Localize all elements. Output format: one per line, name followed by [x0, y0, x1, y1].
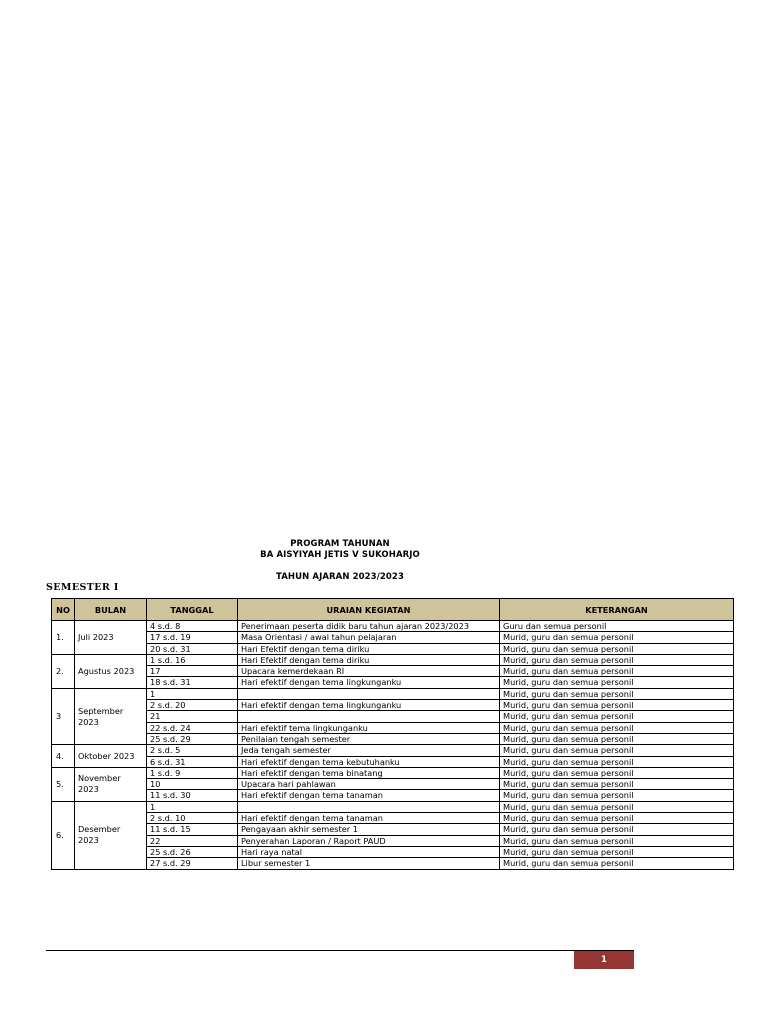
table-row — [52, 835, 734, 846]
table-row — [52, 779, 734, 790]
table-row — [52, 733, 734, 744]
cell-uraian: Masa Orientasi / awal tahun pelajaran — [238, 632, 500, 643]
cell-keterangan: Murid, guru dan semua personil — [500, 745, 734, 756]
cell-uraian: Libur semester 1 — [238, 858, 500, 869]
cell-tanggal: 27 s.d. 29 — [147, 858, 238, 869]
cell-keterangan: Murid, guru dan semua personil — [500, 756, 734, 767]
cell-bulan: November 2023 — [75, 767, 147, 801]
header-bulan: BULAN — [75, 599, 147, 621]
cell-uraian: Hari efektif tema lingkunganku — [238, 722, 500, 733]
table-row — [52, 824, 734, 835]
cell-keterangan: Guru dan semua personil — [500, 621, 734, 632]
cell-uraian: Hari efektif dengan tema lingkunganku — [238, 677, 500, 688]
cell-tanggal: 2 s.d. 20 — [147, 700, 238, 711]
document-title: PROGRAM TAHUNAN — [290, 539, 390, 549]
cell-keterangan: Murid, guru dan semua personil — [500, 722, 734, 733]
cell-bulan: September 2023 — [75, 688, 147, 744]
school-name: BA AISYIYAH JETIS V SUKOHARJO — [260, 550, 420, 560]
cell-tanggal: 6 s.d. 31 — [147, 756, 238, 767]
cell-tanggal: 11 s.d. 30 — [147, 790, 238, 801]
cell-no: 4. — [52, 745, 75, 768]
cell-uraian: Upacara hari pahlawan — [238, 779, 500, 790]
spacer — [0, 561, 680, 572]
table-row — [52, 801, 734, 812]
cell-tanggal: 22 — [147, 835, 238, 846]
cell-keterangan: Murid, guru dan semua personil — [500, 846, 734, 857]
cell-keterangan: Murid, guru dan semua personil — [500, 677, 734, 688]
table-row — [52, 643, 734, 654]
cell-tanggal: 25 s.d. 26 — [147, 846, 238, 857]
header-no: NO — [52, 599, 75, 621]
cell-keterangan: Murid, guru dan semua personil — [500, 767, 734, 778]
table-row — [52, 666, 734, 677]
table-row — [52, 632, 734, 643]
cell-keterangan: Murid, guru dan semua personil — [500, 666, 734, 677]
cell-bulan: Agustus 2023 — [75, 654, 147, 688]
table-body — [52, 621, 734, 870]
cell-tanggal: 2 s.d. 10 — [147, 813, 238, 824]
table-row — [52, 700, 734, 711]
cell-keterangan: Murid, guru dan semua personil — [500, 779, 734, 790]
cell-tanggal: 11 s.d. 15 — [147, 824, 238, 835]
cell-keterangan: Murid, guru dan semua personil — [500, 790, 734, 801]
cell-bulan: Juli 2023 — [75, 621, 147, 655]
cell-no: 3 — [52, 688, 75, 744]
table-row — [52, 654, 734, 665]
cell-tanggal: 4 s.d. 8 — [147, 621, 238, 632]
cell-no: 6. — [52, 801, 75, 869]
cell-uraian: Hari efektif dengan tema binatang — [238, 767, 500, 778]
table-header-row — [52, 599, 734, 621]
cell-tanggal: 21 — [147, 711, 238, 722]
cell-tanggal: 17 s.d. 19 — [147, 632, 238, 643]
cell-tanggal: 1 — [147, 688, 238, 699]
document-header — [0, 539, 680, 583]
cell-keterangan: Murid, guru dan semua personil — [500, 643, 734, 654]
academic-year: TAHUN AJARAN 2023/2023 — [276, 572, 404, 582]
cell-uraian: Hari Efektif dengan tema diriku — [238, 654, 500, 665]
cell-tanggal: 2 s.d. 5 — [147, 745, 238, 756]
header-keterangan: KETERANGAN — [500, 599, 734, 621]
table-row — [52, 858, 734, 869]
header-uraian: URAIAN KEGIATAN — [238, 599, 500, 621]
cell-tanggal: 22 s.d. 24 — [147, 722, 238, 733]
cell-uraian: Penyerahan Laporan / Raport PAUD — [238, 835, 500, 846]
cell-keterangan: Murid, guru dan semua personil — [500, 688, 734, 699]
table-row — [52, 677, 734, 688]
table-row — [52, 711, 734, 722]
cell-no: 1. — [52, 621, 75, 655]
cell-uraian: Hari efektif dengan tema tanaman — [238, 813, 500, 824]
cell-uraian — [238, 711, 500, 722]
cell-no: 5. — [52, 767, 75, 801]
cell-tanggal: 20 s.d. 31 — [147, 643, 238, 654]
cell-uraian: Hari Efektif dengan tema diriku — [238, 643, 500, 654]
table-row — [52, 813, 734, 824]
cell-bulan: Oktober 2023 — [75, 745, 147, 768]
cell-tanggal: 1 s.d. 16 — [147, 654, 238, 665]
cell-uraian — [238, 801, 500, 812]
table-row — [52, 790, 734, 801]
cell-tanggal: 1 s.d. 9 — [147, 767, 238, 778]
annual-program-table — [51, 598, 734, 870]
cell-uraian: Hari efektif dengan tema tanaman — [238, 790, 500, 801]
cell-keterangan: Murid, guru dan semua personil — [500, 632, 734, 643]
cell-tanggal: 17 — [147, 666, 238, 677]
cell-keterangan: Murid, guru dan semua personil — [500, 813, 734, 824]
cell-uraian: Penilaian tengah semester — [238, 733, 500, 744]
table-row — [52, 688, 734, 699]
cell-keterangan: Murid, guru dan semua personil — [500, 711, 734, 722]
cell-uraian — [238, 688, 500, 699]
cell-tanggal: 10 — [147, 779, 238, 790]
page-number-badge: 1 — [574, 951, 634, 969]
cell-bulan: Desember 2023 — [75, 801, 147, 869]
cell-uraian: Pengayaan akhir semester 1 — [238, 824, 500, 835]
header-tanggal: TANGGAL — [147, 599, 238, 621]
cell-keterangan: Murid, guru dan semua personil — [500, 700, 734, 711]
cell-no: 2. — [52, 654, 75, 688]
semester-heading: SEMESTER I — [46, 582, 119, 593]
cell-uraian: Upacara kemerdekaan RI — [238, 666, 500, 677]
cell-keterangan: Murid, guru dan semua personil — [500, 858, 734, 869]
cell-tanggal: 18 s.d. 31 — [147, 677, 238, 688]
cell-uraian: Penerimaan peserta didik baru tahun ajaran 2023/2023 — [238, 621, 500, 632]
cell-tanggal: 25 s.d. 29 — [147, 733, 238, 744]
cell-keterangan: Murid, guru dan semua personil — [500, 654, 734, 665]
table-row — [52, 846, 734, 857]
table-row — [52, 745, 734, 756]
cell-uraian: Jeda tengah semester — [238, 745, 500, 756]
footer-divider — [46, 950, 634, 951]
cell-keterangan: Murid, guru dan semua personil — [500, 824, 734, 835]
cell-keterangan: Murid, guru dan semua personil — [500, 733, 734, 744]
table-row — [52, 722, 734, 733]
table-row — [52, 756, 734, 767]
cell-uraian: Hari raya natal — [238, 846, 500, 857]
cell-tanggal: 1 — [147, 801, 238, 812]
cell-keterangan: Murid, guru dan semua personil — [500, 835, 734, 846]
table-row — [52, 621, 734, 632]
table-row — [52, 767, 734, 778]
cell-uraian: Hari efektif dengan tema lingkunganku — [238, 700, 500, 711]
cell-uraian: Hari efektif dengan tema kebutuhanku — [238, 756, 500, 767]
cell-keterangan: Murid, guru dan semua personil — [500, 801, 734, 812]
